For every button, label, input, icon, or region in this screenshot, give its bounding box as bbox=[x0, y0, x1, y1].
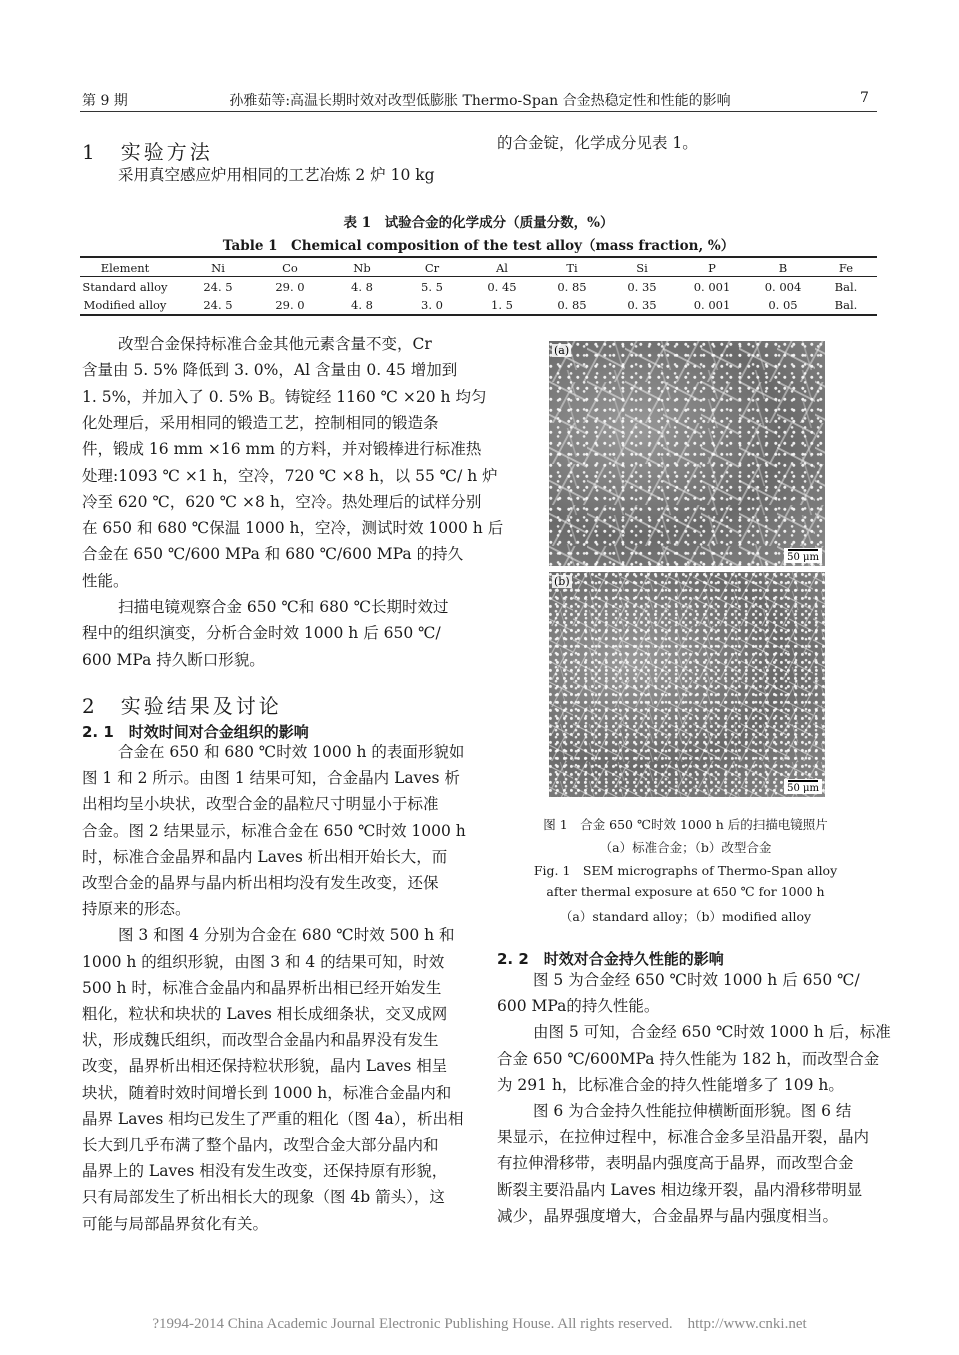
table-header-cell: Al bbox=[496, 261, 508, 275]
body-text-line: 时，标准合金晶界和晶内 Laves 析出相开始长大，而 bbox=[82, 847, 448, 866]
table-header-cell: Si bbox=[636, 261, 648, 275]
sem-micrograph-modified-alloy bbox=[549, 572, 825, 797]
figure-label-a: (a) bbox=[554, 344, 570, 357]
table-cell: 0. 85 bbox=[557, 298, 587, 312]
table-cell: Bal. bbox=[834, 298, 858, 312]
table-cell: 4. 8 bbox=[351, 298, 373, 312]
body-text-line: 断裂主要沿晶内 Laves 相边缘开裂，晶内滑移带明显 bbox=[497, 1180, 863, 1199]
table-header-cell: Ni bbox=[211, 261, 225, 275]
section-1-heading: 1 实验方法 bbox=[82, 140, 213, 164]
table-cell: 24. 5 bbox=[203, 298, 233, 312]
table-cell: 1. 5 bbox=[491, 298, 513, 312]
body-text-line: 合金 650 ℃/600MPa 持久性能为 182 h，而改型合金 bbox=[497, 1049, 880, 1068]
body-text-line: 图 1 和 2 所示。由图 1 结果可知，合金晶内 Laves 析 bbox=[82, 769, 460, 788]
body-text-line: 500 h 时，标准合金晶内和晶界析出相已经开始发生 bbox=[82, 978, 442, 997]
body-text-line: 改型合金保持标准合金其他元素含量不变，Cr bbox=[118, 335, 432, 353]
scale-bar-a bbox=[784, 548, 822, 563]
body-text-line: 处理:1093 ℃ ×1 h，空冷，720 ℃ ×8 h，以 55 ℃/ h 炉 bbox=[82, 466, 498, 485]
sem-micrograph-standard-alloy bbox=[549, 341, 825, 566]
table-caption-en: Table 1 Chemical composition of the test alloy（mass fraction, %） bbox=[222, 238, 735, 254]
figure-caption-cn-line2: （a）标准合金；（b）改型合金 bbox=[599, 840, 772, 855]
section-2-heading: 2 实验结果及讨论 bbox=[82, 694, 282, 718]
body-text-line: 图 6 为合金持久性能拉伸横断面形貌。图 6 结 bbox=[533, 1102, 852, 1120]
table-cell: Standard alloy bbox=[82, 280, 168, 294]
body-text-line: 程中的组织演变，分析合金时效 1000 h 后 650 ℃/ bbox=[82, 624, 441, 643]
table-cell: Modified alloy bbox=[83, 298, 167, 312]
figure-caption-en-line1: Fig. 1 SEM micrographs of Thermo-Span alloy bbox=[533, 863, 838, 878]
body-text-line: 状，形成魏氏组织，而改型合金晶内和晶界没有发生 bbox=[82, 1031, 439, 1050]
table-cell: 0. 001 bbox=[693, 298, 731, 312]
table-cell: 0. 004 bbox=[764, 280, 802, 294]
table-caption-cn: 表 1 试验合金的化学成分（质量分数，%） bbox=[343, 215, 614, 231]
table-bottom-rule bbox=[80, 314, 877, 316]
table-cell: 29. 0 bbox=[275, 298, 305, 312]
figure-label-b: (b) bbox=[554, 575, 570, 588]
scale-bar-b-label: 50 μm bbox=[787, 783, 819, 794]
table-cell: 0. 05 bbox=[768, 298, 798, 312]
body-text-line: 晶界 Laves 相均已发生了严重的粗化（图 4a），析出相 bbox=[82, 1109, 464, 1128]
table-cell: 0. 35 bbox=[627, 280, 657, 294]
scale-bar-b bbox=[784, 779, 822, 794]
figure-caption-cn-line1: 图 1 合金 650 ℃时效 1000 h 后的扫描电镜照片 bbox=[543, 817, 828, 832]
body-text-line: 改型合金的晶界与晶内析出相均没有发生改变，还保 bbox=[82, 874, 439, 892]
figure-caption-en-line3: （a）standard alloy；（b）modified alloy bbox=[559, 909, 812, 924]
body-text-line: 化处理后，采用相同的锻造工艺，控制相同的锻造条 bbox=[82, 413, 439, 432]
table-header-cell: Nb bbox=[353, 261, 371, 275]
body-text-line: 粗化，粒状和块状的 Laves 相长成细条状，交叉成网 bbox=[82, 1005, 448, 1023]
body-text-line: 可能与局部晶界贫化有关。 bbox=[82, 1214, 269, 1233]
table-cell: 0. 85 bbox=[557, 280, 587, 294]
body-text-line: 600 MPa的持久性能。 bbox=[497, 997, 660, 1016]
table-cell: 5. 5 bbox=[421, 280, 443, 294]
table-cell: 0. 001 bbox=[693, 280, 731, 294]
body-text-line: 合金。图 2 结果显示，标准合金在 650 ℃时效 1000 h bbox=[82, 821, 466, 840]
table-cell: 24. 5 bbox=[203, 280, 233, 294]
body-text-line: 600 MPa 持久断口形貌。 bbox=[82, 650, 265, 669]
body-text-line: 合金在 650 和 680 ℃时效 1000 h 的表面形貌如 bbox=[118, 743, 465, 761]
section-1-left-line: 采用真空感应炉用相同的工艺冶炼 2 炉 10 kg bbox=[118, 166, 435, 184]
body-text-line: 件，锻成 16 mm ×16 mm 的方料，并对锻棒进行标准热 bbox=[82, 440, 482, 459]
body-text-line: 图 3 和图 4 分别为合金在 680 ℃时效 500 h 和 bbox=[118, 926, 455, 945]
body-text-line: 由图 5 可知，合金经 650 ℃时效 1000 h 后，标准 bbox=[533, 1023, 891, 1042]
figure-caption-en-line2: after thermal exposure at 650 ℃ for 1000 h bbox=[546, 884, 825, 899]
section-1-right-line: 的合金锭，化学成分见表 1。 bbox=[497, 134, 698, 152]
body-text-line: 1000 h 的组织形貌，由图 3 和 4 的结果可知，时效 bbox=[82, 952, 445, 971]
table-header-cell: B bbox=[778, 261, 788, 275]
table-header-rule bbox=[80, 276, 877, 277]
page-number: 7 bbox=[860, 90, 869, 106]
body-text-line: 持原来的形态。 bbox=[82, 900, 191, 919]
body-text-line: 含量由 5. 5% 降低到 3. 0%，Al 含量由 0. 45 增加到 bbox=[82, 361, 458, 380]
body-text-line: 出相均呈小块状，改型合金的晶粒尺寸明显小于标准 bbox=[82, 795, 439, 814]
table-cell: 4. 8 bbox=[351, 280, 373, 294]
body-text-line: 图 5 为合金经 650 ℃时效 1000 h 后 650 ℃/ bbox=[533, 971, 860, 989]
table-header-cell: Ti bbox=[566, 261, 578, 275]
body-text-line: 1. 5%，并加入了 0. 5% B。铸锭经 1160 ℃ ×20 h 均匀 bbox=[82, 387, 487, 406]
scale-bar-a-label: 50 μm bbox=[787, 552, 819, 563]
body-text-line: 合金在 650 ℃/600 MPa 和 680 ℃/600 MPa 的持久 bbox=[82, 545, 464, 564]
table-cell: 0. 35 bbox=[627, 298, 657, 312]
table-top-rule bbox=[80, 256, 877, 258]
body-text-line: 晶界上的 Laves 相没有发生改变，还保持原有形貌， bbox=[82, 1162, 448, 1181]
body-text-line: 性能。 bbox=[82, 571, 129, 590]
body-text-line: 减少，晶界强度增大，合金晶界与晶内强度相当。 bbox=[497, 1206, 839, 1225]
running-header-title: 孙雅茹等:高温长期时效对改型低膨胀 Thermo-Span 合金热稳定性和性能的影响 bbox=[229, 93, 731, 109]
subsection-2-2-heading: 2. 2 时效对合金持久性能的影响 bbox=[497, 950, 724, 968]
body-text-line: 有拉伸滑移带，表明晶内强度高于晶界，而改型合金 bbox=[497, 1154, 854, 1173]
running-header-issue: 第 9 期 bbox=[82, 93, 128, 109]
table-cell: Bal. bbox=[834, 280, 858, 294]
table-cell: 3. 0 bbox=[421, 298, 443, 312]
body-text-line: 长大到几乎布满了整个晶内，改型合金大部分晶内和 bbox=[82, 1136, 439, 1154]
body-text-line: 块状，随着时效时间增长到 1000 h，标准合金晶内和 bbox=[82, 1083, 452, 1102]
body-text-line: 只有局部发生了析出相长大的现象（图 4b 箭头），这 bbox=[82, 1188, 445, 1207]
table-header-cell: Element bbox=[100, 261, 150, 275]
body-text-line: 在 650 和 680 ℃保温 1000 h，空冷，测试时效 1000 h 后 bbox=[82, 519, 504, 538]
body-text-line: 冷至 620 ℃，620 ℃ ×8 h，空冷。热处理后的试样分别 bbox=[82, 492, 482, 511]
table-header-cell: P bbox=[708, 261, 716, 275]
table-header-cell: Co bbox=[282, 261, 298, 275]
table-header-cell: Cr bbox=[424, 261, 440, 275]
table-header-cell: Fe bbox=[838, 261, 854, 275]
body-text-line: 扫描电镜观察合金 650 ℃和 680 ℃长期时效过 bbox=[118, 598, 449, 616]
table-cell: 29. 0 bbox=[275, 280, 305, 294]
table-cell: 0. 45 bbox=[487, 280, 517, 294]
body-text-line: 果显示，在拉伸过程中，标准合金多呈沿晶开裂，晶内 bbox=[497, 1128, 870, 1147]
header-rule bbox=[80, 111, 877, 112]
subsection-2-1-heading: 2. 1 时效时间对合金组织的影响 bbox=[82, 723, 309, 741]
body-text-line: 为 291 h，比标准合金的持久性能增多了 109 h。 bbox=[497, 1075, 844, 1094]
copyright-footer: ?1994-2014 China Academic Journal Electronic Publishing House. All rights reserved. http://www.cnki.net bbox=[152, 1316, 807, 1332]
body-text-line: 改变，晶界析出相还保持粒状形貌，晶内 Laves 相呈 bbox=[82, 1057, 448, 1076]
